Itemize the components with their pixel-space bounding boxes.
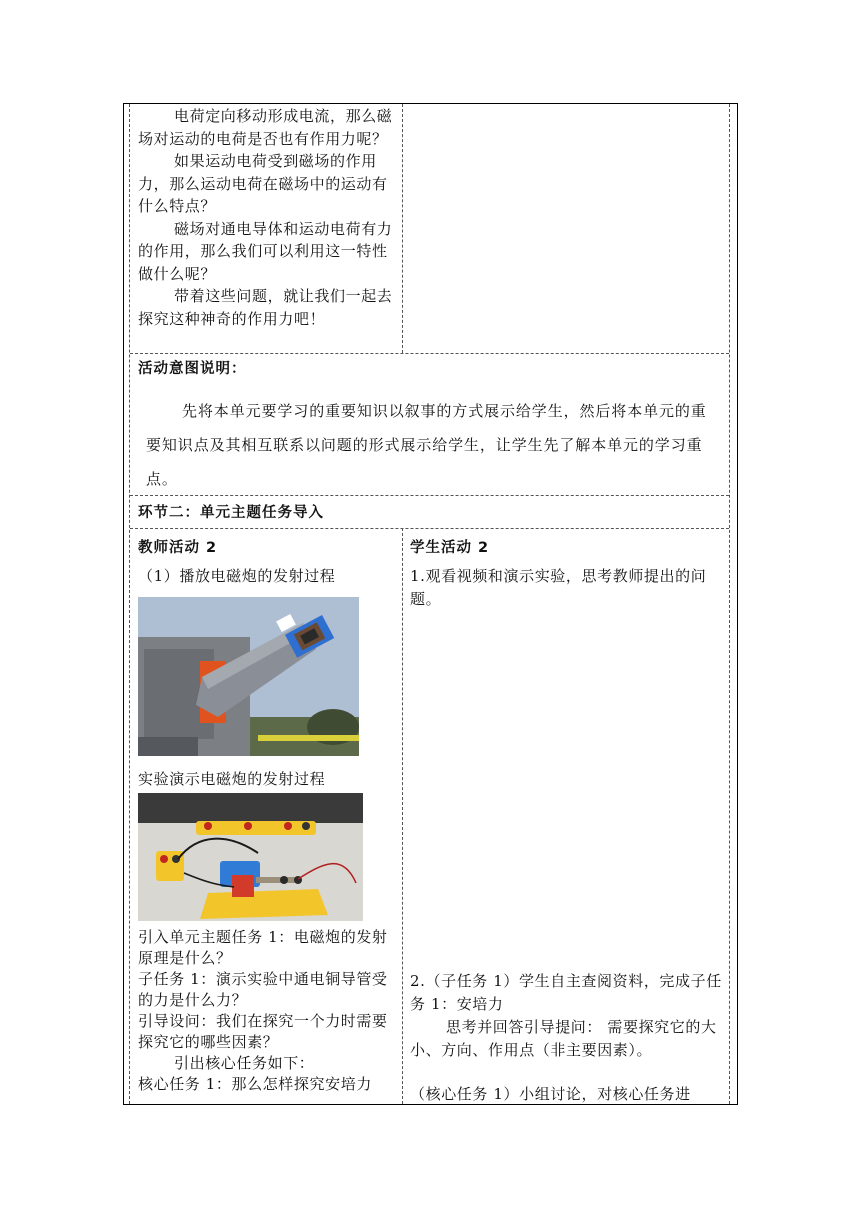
core-task: 核心任务 1：那么怎样探究安培力 — [138, 1075, 372, 1093]
intro-paragraph: 磁场对通电导体和运动电荷有力的作用，那么我们可以利用这一特性做什么呢？ — [138, 219, 393, 283]
section-heading: 环节二：单元主题任务导入 — [138, 505, 324, 521]
intent-heading: 活动意图说明： — [138, 361, 247, 377]
student-core: （核心任务 1）小组讨论，对核心任务进 — [410, 1085, 691, 1103]
teacher-tasks — [138, 927, 400, 1095]
demo-photo — [138, 793, 363, 921]
intro-paragraph: 带着这些问题，就让我们一起去探究这种神奇的作用力吧！ — [138, 287, 393, 328]
subtask: 子任务 1：演示实验中通电铜导管受的力是什么力？ — [138, 970, 388, 1009]
intent-body — [146, 394, 720, 496]
column-divider — [402, 528, 403, 1104]
intro-paragraph: 如果运动电荷受到磁场的作用力，那么运动电荷在磁场中的运动有什么特点？ — [138, 152, 388, 215]
student-item-2: 2.（子任务 1）学生自主查阅资料，完成子任务 1：安培力 — [410, 972, 722, 1013]
teacher-heading: 教师活动 2 — [138, 540, 218, 556]
row-divider — [130, 528, 729, 529]
intro-paragraph: 电荷定向移动形成电流，那么磁场对运动的电荷是否也有作用力呢？ — [138, 107, 393, 148]
student-item-1: 1.观看视频和演示实验，思考教师提出的问题。 — [410, 567, 707, 608]
core-intro: 引出核心任务如下： — [174, 1054, 315, 1072]
student-heading: 学生活动 2 — [410, 540, 490, 556]
intro-questions — [138, 105, 400, 330]
student-answer — [410, 1016, 722, 1061]
demo-caption: 实验演示电磁炮的发射过程 — [138, 770, 326, 788]
column-divider — [402, 104, 403, 353]
task-intro: 引入单元主题任务 1：电磁炮的发射原理是什么？ — [138, 928, 388, 967]
railgun-photo — [138, 597, 359, 756]
answer-paragraph: 思考并回答引导提问： 需要探究它的大小、方向、作用点（非主要因素）。 — [410, 1018, 717, 1059]
row-divider — [130, 353, 729, 354]
intent-paragraph: 先将本单元要学习的重要知识以叙事的方式展示给学生，然后将本单元的重要知识点及其相互联系以问题的形式展示给学生，让学生先了解本单元的学习重点。 — [146, 402, 707, 488]
teacher-item-1: （1）播放电磁炮的发射过程 — [138, 567, 336, 585]
guide-question: 引导设问：我们在探究一个力时需要探究它的哪些因素？ — [138, 1012, 388, 1051]
